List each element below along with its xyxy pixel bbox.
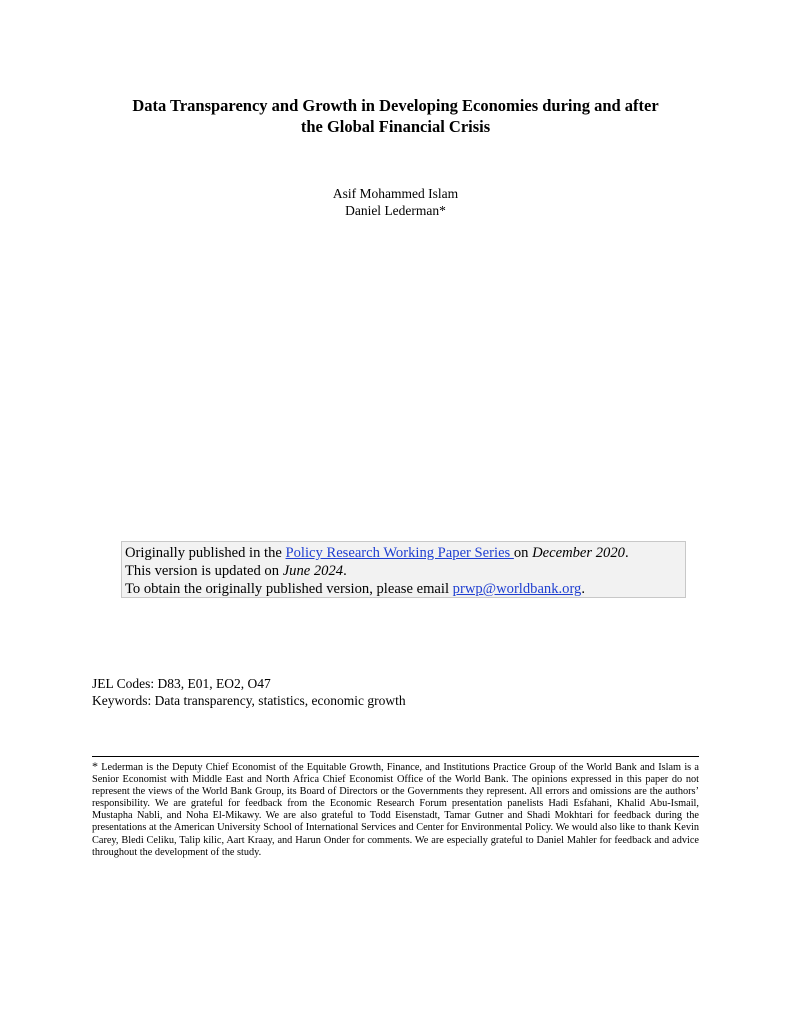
publication-date: December 2020	[532, 545, 625, 561]
policy-research-series-link[interactable]: Policy Research Working Paper Series	[285, 545, 514, 561]
publication-note-line-3	[125, 580, 682, 598]
author-list	[200, 185, 591, 219]
publication-note-line-2	[125, 562, 682, 580]
jel-codes: JEL Codes: D83, E01, EO2, O47	[92, 676, 271, 691]
keywords: Keywords: Data transparency, statistics, economic growth	[92, 693, 406, 708]
prwp-email-link[interactable]: prwp@worldbank.org	[452, 581, 582, 597]
update-period: .	[343, 563, 347, 579]
email-prefix: To obtain the originally published version, please email	[125, 581, 453, 597]
author-name: Daniel Lederman*	[345, 203, 446, 218]
paper-title	[80, 95, 711, 137]
classification-block	[92, 675, 692, 709]
footnote-text: Lederman is the Deputy Chief Economist of the Equitable Growth, Finance, and Institutions Practice Group of the World Bank and Islam is a Senior Economist with Middle East and North Africa Chief Economist Office of the World Bank. The opinions expressed in this paper do not represent the views of the World Bank Group, its Board of Directors or the Governments they represent. All errors and omissions are the authors’ responsibility. We are grateful for feedback from the Economic Research Forum presentation panelists Hadi Esfahani, Khalid Abu-Ismail, Mustapha Nabli, and Noha El-Mikawy. We are also grateful to Todd Eisenstadt, Tamar Gutner and Shadi Mokhtari for feedback during the presentations at the American University School of International Services and Center for Environmental Policy. We would also like to thank Kevin Carey, Bledi Celiku, Talip kilic, Aart Kraay, and Harun Onder for comments. We are especially grateful to Daniel Mahler for feedback and advice throughout the development of the study.	[92, 762, 699, 858]
author-name: Asif Mohammed Islam	[332, 186, 459, 201]
update-prefix: This version is updated on	[125, 563, 283, 579]
publication-note-line-1	[125, 544, 682, 562]
footnote-mark: *	[92, 759, 98, 773]
footnote-divider	[92, 756, 699, 757]
publication-prefix: Originally published in the	[125, 545, 286, 561]
publication-period: .	[624, 545, 629, 561]
publication-on: on	[513, 545, 533, 561]
title-line-2: the Global Financial Crisis	[300, 117, 491, 136]
update-date: June 2024	[282, 563, 344, 579]
title-line-1: Data Transparency and Growth in Developing Economies during and after	[132, 96, 659, 115]
publication-note-box	[121, 541, 686, 598]
author-footnote	[92, 760, 699, 859]
email-period: .	[581, 581, 586, 597]
